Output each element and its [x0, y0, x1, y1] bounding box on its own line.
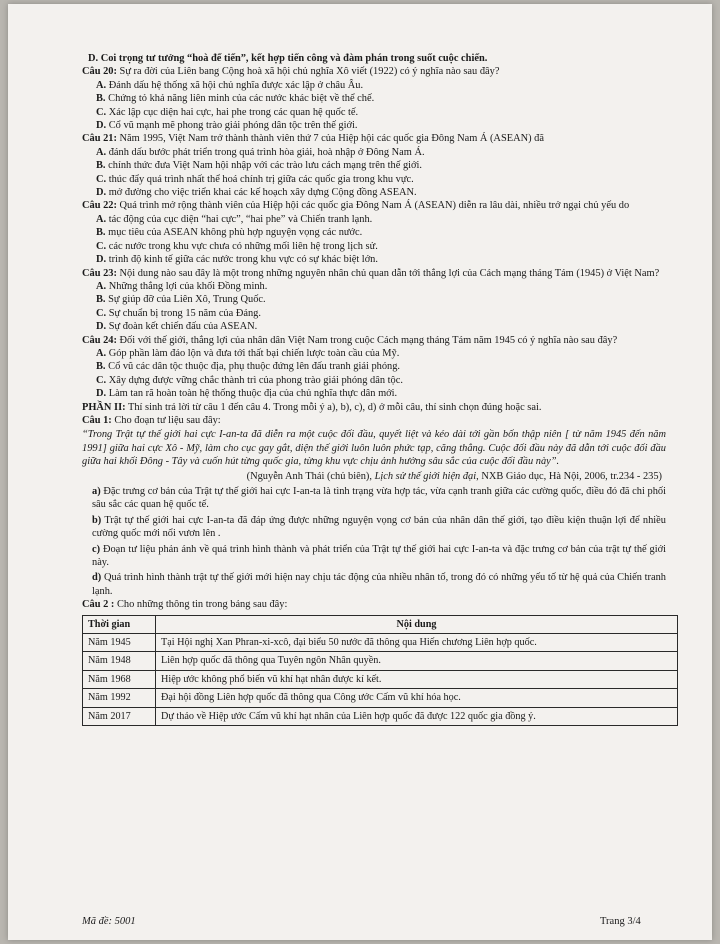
- option-c: C. Xác lập cục diện hai cực, hai phe trong các quan hệ quốc tế.: [96, 106, 359, 118]
- source-citation: (Nguyễn Anh Thái (chủ biên), Lịch sử thế giới hiện đại, NXB Giáo dục, Hà Nội, 2006, tr.234 - 235): [246, 470, 662, 482]
- option-d: D. Cổ vũ mạnh mẽ phong trào giải phóng dân tộc trên thế giới.: [96, 120, 358, 132]
- question-label: Câu 23:: [82, 267, 117, 279]
- question-19-option-d: D. Coi trọng tư tưởng “hoà để tiến”, kết hợp tiến công và đàm phán trong suốt cuộc chiến.: [88, 53, 488, 64]
- question-text: Sự ra đời của Liên bang Cộng hoà xã hội chủ nghĩa Xô viết (1922) có ý nghĩa nào sau đây?: [119, 66, 500, 78]
- question-text: Quá trình mở rộng thành viên của Hiệp hội các quốc gia Đông Nam Á (ASEAN) diễn ra lâu dài, nhiều trở ngại chủ yếu do: [119, 200, 630, 212]
- header-content: Nội dung: [156, 615, 678, 633]
- option-a: A. tác động của cục diện “hai cực”, “hai phe” và Chiến tranh lạnh.: [96, 213, 373, 225]
- option-b: B. chính thức đưa Việt Nam hội nhập với các trào lưu cách mạng trên thế giới.: [96, 160, 423, 172]
- part2-question-2: [82, 598, 666, 726]
- option-d: D. mở đường cho việc triển khai các kế hoạch xây dựng Cộng đồng ASEAN.: [96, 187, 417, 199]
- question-20: [82, 65, 666, 132]
- statement-a: a) Đặc trưng cơ bản của Trật tự thế giới hai cực I-an-ta là tình trạng vừa hợp tác, vừa cạnh tranh giữa các cường quốc, điều đó đã chi phối sâu sắc các quan hệ quốc tế.: [92, 486, 666, 511]
- question-23: [82, 267, 666, 334]
- question-21: [82, 132, 666, 199]
- option-c: C. Xây dựng được vững chắc thành trì của phong trào giải phóng dân tộc.: [96, 374, 403, 386]
- info-table: [82, 615, 678, 726]
- question-label: Câu 20:: [82, 66, 117, 78]
- page-content: [82, 52, 666, 726]
- option-d: D. trình độ kinh tế giữa các nước trong khu vực có sự khác biệt lớn.: [96, 254, 378, 266]
- table-row: Năm 1948 Liên hợp quốc đã thông qua Tuyên ngôn Nhân quyền.: [83, 652, 678, 670]
- option-b: B. mục tiêu của ASEAN không phù hợp nguyện vọng các nước.: [96, 227, 363, 239]
- question-label: Câu 1:: [82, 414, 112, 426]
- option-a: A. đánh dấu bước phát triển trong quá trình hòa giải, hoà nhập ở Đông Nam Á.: [96, 146, 425, 158]
- exam-code: Mã đề: 5001: [82, 916, 136, 927]
- table-row: Năm 2017 Dự thảo về Hiệp ước Cấm vũ khí hạt nhân của Liên hợp quốc đã được 122 quốc gia đồng ý.: [83, 707, 678, 725]
- question-text: Cho những thông tin trong bảng sau đây:: [116, 599, 288, 611]
- question-label: Câu 24:: [82, 334, 117, 346]
- table-row: Năm 1968 Hiệp ước không phổ biến vũ khí hạt nhân được kí kết.: [83, 670, 678, 688]
- table-header-row: [83, 615, 678, 633]
- header-time: Thời gian: [83, 615, 156, 633]
- option-c: C. các nước trong khu vực chưa có những mối liên hệ trong lịch sử.: [96, 240, 378, 252]
- part-2-heading: PHẦN II: Thí sinh trả lời từ câu 1 đến câu 4. Trong mỗi ý a), b), c), d) ở mỗi câu, thí sinh chọn đúng hoặc sai.: [82, 401, 542, 413]
- option-c: C. Sự chuẩn bị trong 15 năm của Đảng.: [96, 307, 261, 319]
- table-row: Năm 1992 Đại hội đồng Liên hợp quốc đã thông qua Công ước Cấm vũ khí hóa học.: [83, 689, 678, 707]
- option-a: A. Đánh dấu hệ thống xã hội chủ nghĩa được xác lập ở châu Âu.: [96, 79, 364, 91]
- option-d: D. Làm tan rã hoàn toàn hệ thống thuộc địa của chủ nghĩa thực dân mới.: [96, 388, 398, 400]
- statement-b: b) Trật tự thế giới hai cực I-an-ta đã đáp ứng được những nguyện vọng cơ bản của nhân dân thế giới, tạo điều kiện thuận lợi để nhiều cường quốc mới nổi vươn lên .: [92, 514, 666, 540]
- option-a: A. Góp phần làm đảo lộn và đưa tới thất bại chiến lược toàn cầu của Mỹ.: [96, 347, 400, 359]
- question-text: Đối với thế giới, thắng lợi của nhân dân Việt Nam trong cuộc Cách mạng tháng Tám năm 1945 có ý nghĩa nào sau đây?: [119, 334, 618, 346]
- statement-c: c) Đoạn tư liệu phản ánh về quá trình hình thành và phát triển của Trật tự thế giới hai cực I-an-ta và đặc trưng cơ bản của trật tự thế giới này.: [92, 543, 666, 569]
- option-d: D. Sự đoàn kết chiến đấu của ASEAN.: [96, 321, 258, 333]
- page-number: Trang 3/4: [600, 916, 641, 927]
- question-text: Cho đoạn tư liệu sau đây:: [114, 414, 221, 426]
- option-b: B. Chứng tỏ khả năng liên minh của các nước khác biệt về thể chế.: [96, 93, 375, 105]
- question-label: Câu 21:: [82, 133, 117, 145]
- question-text: Năm 1995, Việt Nam trở thành thành viên thứ 7 của Hiệp hội các quốc gia Đông Nam Á (ASEAN) đã: [119, 133, 544, 145]
- exam-page: [8, 4, 712, 940]
- question-label: Câu 2 :: [82, 599, 115, 611]
- option-a: A. Những thắng lợi của khối Đồng minh.: [96, 280, 268, 292]
- table-row: Năm 1945 Tại Hội nghị Xan Phran-xi-xcô, đại biểu 50 nước đã thông qua Hiến chương Liên hợp quốc.: [83, 634, 678, 652]
- option-c: C. thúc đẩy quá trình nhất thể hoá chính trị giữa các quốc gia trong khu vực.: [96, 173, 414, 185]
- question-22: [82, 199, 666, 266]
- statement-d: d) Quá trình hình thành trật tự thế giới mới hiện nay chịu tác động của nhiều nhân tố, trong đó có những yếu tố từ hệ quả của Chiến tranh lạnh.: [92, 572, 666, 597]
- question-text: Nội dung nào sau đây là một trong những nguyên nhân chủ quan dẫn tới thắng lợi của Cách mạng tháng Tám (1945) ở Việt Nam?: [119, 267, 660, 279]
- part2-question-1: [82, 414, 666, 598]
- question-label: Câu 22:: [82, 200, 117, 212]
- option-b: B. Sự giúp đỡ của Liên Xô, Trung Quốc.: [96, 294, 266, 306]
- question-24: [82, 334, 666, 401]
- option-b: B. Cổ vũ các dân tộc thuộc địa, phụ thuộc đứng lên đấu tranh giải phóng.: [96, 361, 401, 373]
- source-quote: “Trong Trật tự thế giới hai cực I-an-ta đã diễn ra một cuộc đối đầu, quyết liệt và kéo dài tới gần bốn thập niên [ từ năm 1945 đến năm 1991] giữa hai cực Xô - Mỹ, làm cho cục gay gắt, diện thế giới luôn luôn phức tạp, căng thẳng. Cuộc đối đầu này đã dẫn tới cuộc đối đầu giữa hai khối Đông - Tây và cuốn hút từng quốc gia, từng khu vực chịu ảnh hưởng sâu sắc của cuộc đối đầu này”.: [82, 429, 666, 468]
